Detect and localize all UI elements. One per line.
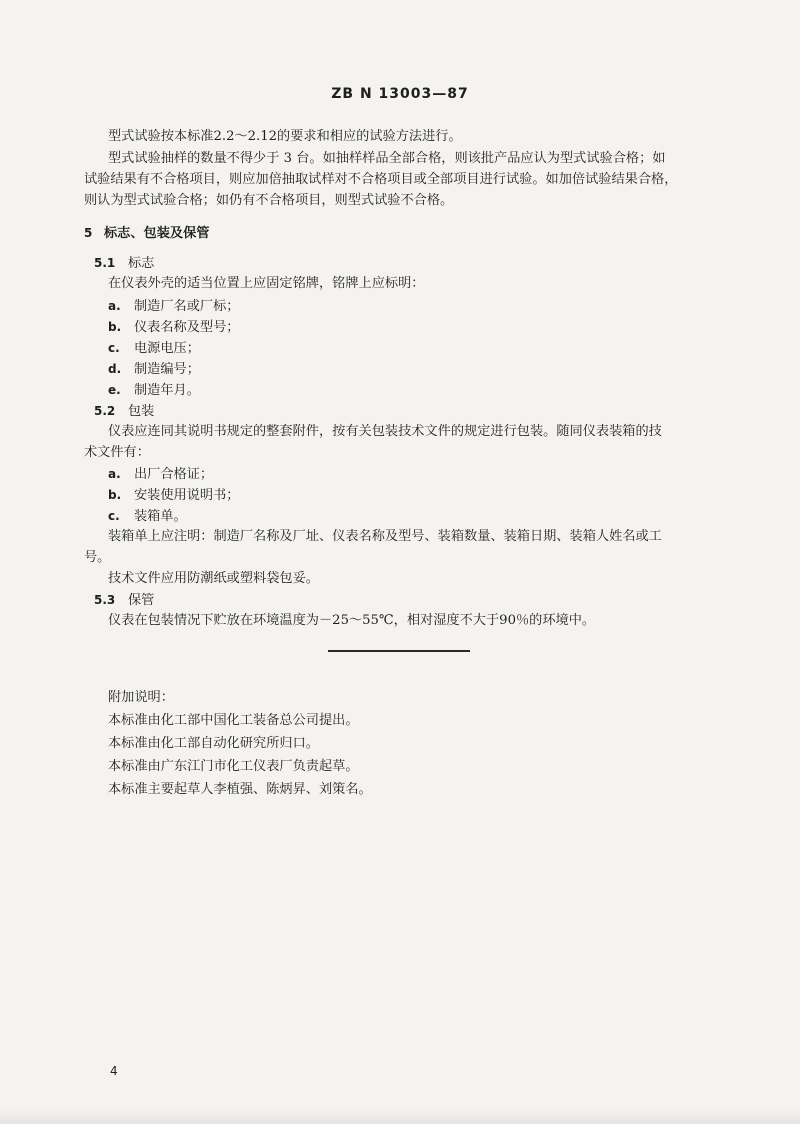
- list-letter: b.: [108, 320, 122, 334]
- list-letter: e.: [108, 383, 121, 397]
- intro-line-4: 则认为型式试验合格；如仍有不合格项目，则型式试验不合格。: [84, 193, 454, 208]
- list-item: [108, 464, 213, 485]
- list-item: [108, 380, 200, 401]
- section-5-3-text: 仪表在包装情况下贮放在环境温度为－25～55℃，相对湿度不大于90％的环境中。: [108, 613, 596, 628]
- section-5-3-number: 5.3: [94, 593, 116, 607]
- list-text: 安装使用说明书；: [134, 488, 240, 503]
- page-number: 4: [110, 1064, 118, 1078]
- list-letter: b.: [108, 488, 122, 502]
- list-item: [108, 296, 240, 317]
- list-text: 制造编号；: [134, 362, 200, 377]
- end-rule: [328, 650, 470, 652]
- section-5-2-text-2: 术文件有：: [84, 445, 150, 460]
- list-text: 电源电压；: [134, 341, 200, 356]
- list-letter: a.: [108, 299, 121, 313]
- list-letter: c.: [108, 341, 120, 355]
- list-text: 装箱单。: [134, 509, 187, 524]
- notes-title: 附加说明：: [108, 690, 174, 705]
- notes-line-2: 本标准由化工部自动化研究所归口。: [108, 736, 319, 751]
- section-5-heading: [84, 223, 210, 244]
- section-5-2-text-5: 技术文件应用防潮纸或塑料袋包妥。: [108, 571, 319, 586]
- list-item: [108, 485, 240, 506]
- notes-line-3: 本标准由广东江门市化工仪表厂负责起草。: [108, 759, 359, 774]
- list-letter: a.: [108, 467, 121, 481]
- section-5-2-text-1: 仪表应连同其说明书规定的整套附件，按有关包装技术文件的规定进行包装。随同仪表装箱的技: [108, 424, 662, 439]
- list-item: [108, 338, 200, 359]
- section-5-1-text: 在仪表外壳的适当位置上应固定铭牌，铭牌上应标明：: [108, 276, 425, 291]
- list-text: 出厂合格证；: [134, 467, 214, 482]
- list-text: 制造厂名或厂标；: [134, 299, 240, 314]
- section-5-2-text-3: 装箱单上应注明：制造厂名称及厂址、仪表名称及型号、装箱数量、装箱日期、装箱人姓名或工: [108, 529, 662, 544]
- section-5-2-heading: [94, 401, 154, 422]
- section-5-1-heading: [94, 253, 154, 274]
- section-5-2-title: 包装: [128, 404, 155, 419]
- list-item: [108, 506, 187, 527]
- intro-line-2: 型式试验抽样的数量不得少于 3 台。如抽样样品全部合格，则该批产品应认为型式试验合格；如: [108, 151, 666, 166]
- section-5-1-title: 标志: [128, 256, 155, 271]
- list-text: 仪表名称及型号；: [134, 320, 240, 335]
- section-5-title: 标志、包装及保管: [104, 226, 210, 241]
- scan-edge-shadow: [0, 1108, 800, 1124]
- section-5-3-heading: [94, 590, 154, 611]
- list-text: 制造年月。: [134, 383, 200, 398]
- section-5-number: 5: [84, 226, 93, 240]
- list-item: [108, 359, 200, 380]
- list-letter: c.: [108, 509, 120, 523]
- list-item: [108, 317, 240, 338]
- section-5-2-text-4: 号。: [84, 550, 111, 565]
- intro-line-1: 型式试验按本标准2.2～2.12的要求和相应的试验方法进行。: [108, 129, 462, 144]
- notes-line-4: 本标准主要起草人李植强、陈炳昇、刘策名。: [108, 782, 372, 797]
- standard-code-header: ZB N 13003—87: [331, 86, 469, 102]
- notes-line-1: 本标准由化工部中国化工装备总公司提出。: [108, 713, 359, 728]
- section-5-1-number: 5.1: [94, 256, 116, 270]
- intro-line-3: 试验结果有不合格项目，则应加倍抽取试样对不合格项目或全部项目进行试验。如加倍试验结果合格，: [84, 172, 678, 187]
- section-5-2-number: 5.2: [94, 404, 116, 418]
- section-5-3-title: 保管: [128, 593, 155, 608]
- list-letter: d.: [108, 362, 122, 376]
